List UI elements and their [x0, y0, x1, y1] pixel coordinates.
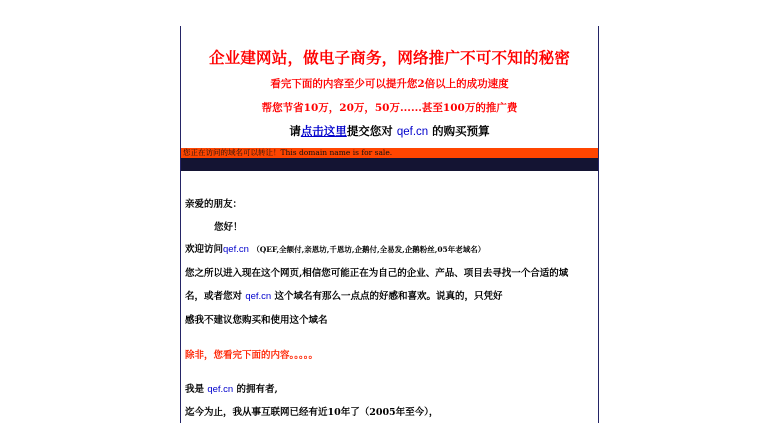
- welcome-line: [185, 241, 485, 255]
- cta-middle: 提交您对: [346, 124, 393, 138]
- divider-bar: [181, 158, 598, 171]
- owner-suffix: 的拥有者,: [236, 384, 278, 395]
- history-line: 迄今为止，我从事互联网已经有近10年了（2005年至今），: [185, 407, 439, 418]
- welcome-note: （QEF,全额付,亲恩坊,千恩坊,企鹅付,全易发,企鹅粉丝,05年老域名）: [252, 245, 486, 254]
- budget-cta: [181, 123, 598, 139]
- click-here-link[interactable]: 点击这里: [300, 124, 347, 138]
- hello: 您好！: [214, 222, 243, 233]
- owner-line: [185, 381, 278, 395]
- para-line2-domain: qef.cn: [245, 291, 272, 302]
- owner-domain: qef.cn: [207, 384, 234, 395]
- welcome-prefix: 欢迎访问: [185, 244, 224, 255]
- cta-domain: qef.cn: [396, 126, 429, 138]
- paragraph-line-2: [185, 288, 503, 302]
- warning-text: 除非，您看完下面的内容。。。。。: [185, 350, 319, 361]
- greeting: 亲爱的朋友：: [185, 199, 243, 210]
- cta-suffix: 的购买预算: [432, 124, 490, 138]
- welcome-domain: qef.cn: [223, 244, 249, 255]
- paragraph-line-3: 感我不建议您购买和使用这个域名: [185, 315, 328, 326]
- para-line2-suffix: 这个域名有那么一点点的好感和喜欢。说真的，只凭好: [274, 291, 503, 302]
- para-line2-prefix: 名，或者您对: [185, 291, 243, 302]
- page-title: 企业建网站，做电子商务，网络推广不可不知的秘密: [208, 48, 571, 67]
- subtitle-speed: 看完下面的内容至少可以提升您2倍以上的成功速度: [270, 78, 509, 90]
- cta-prefix: 请: [289, 124, 301, 138]
- subtitle-savings: 帮您节省10万，20万，50万......甚至100万的推广费: [261, 102, 518, 114]
- for-sale-banner: 您正在访问的域名可以转让！This domain name is for sale.: [181, 148, 598, 158]
- paragraph-line-1: 您之所以进入现在这个网页,相信您可能正在为自己的企业、产品、项目去寻找一个合适的域: [185, 268, 569, 279]
- content-column: [180, 26, 599, 423]
- owner-prefix: 我是: [185, 384, 205, 395]
